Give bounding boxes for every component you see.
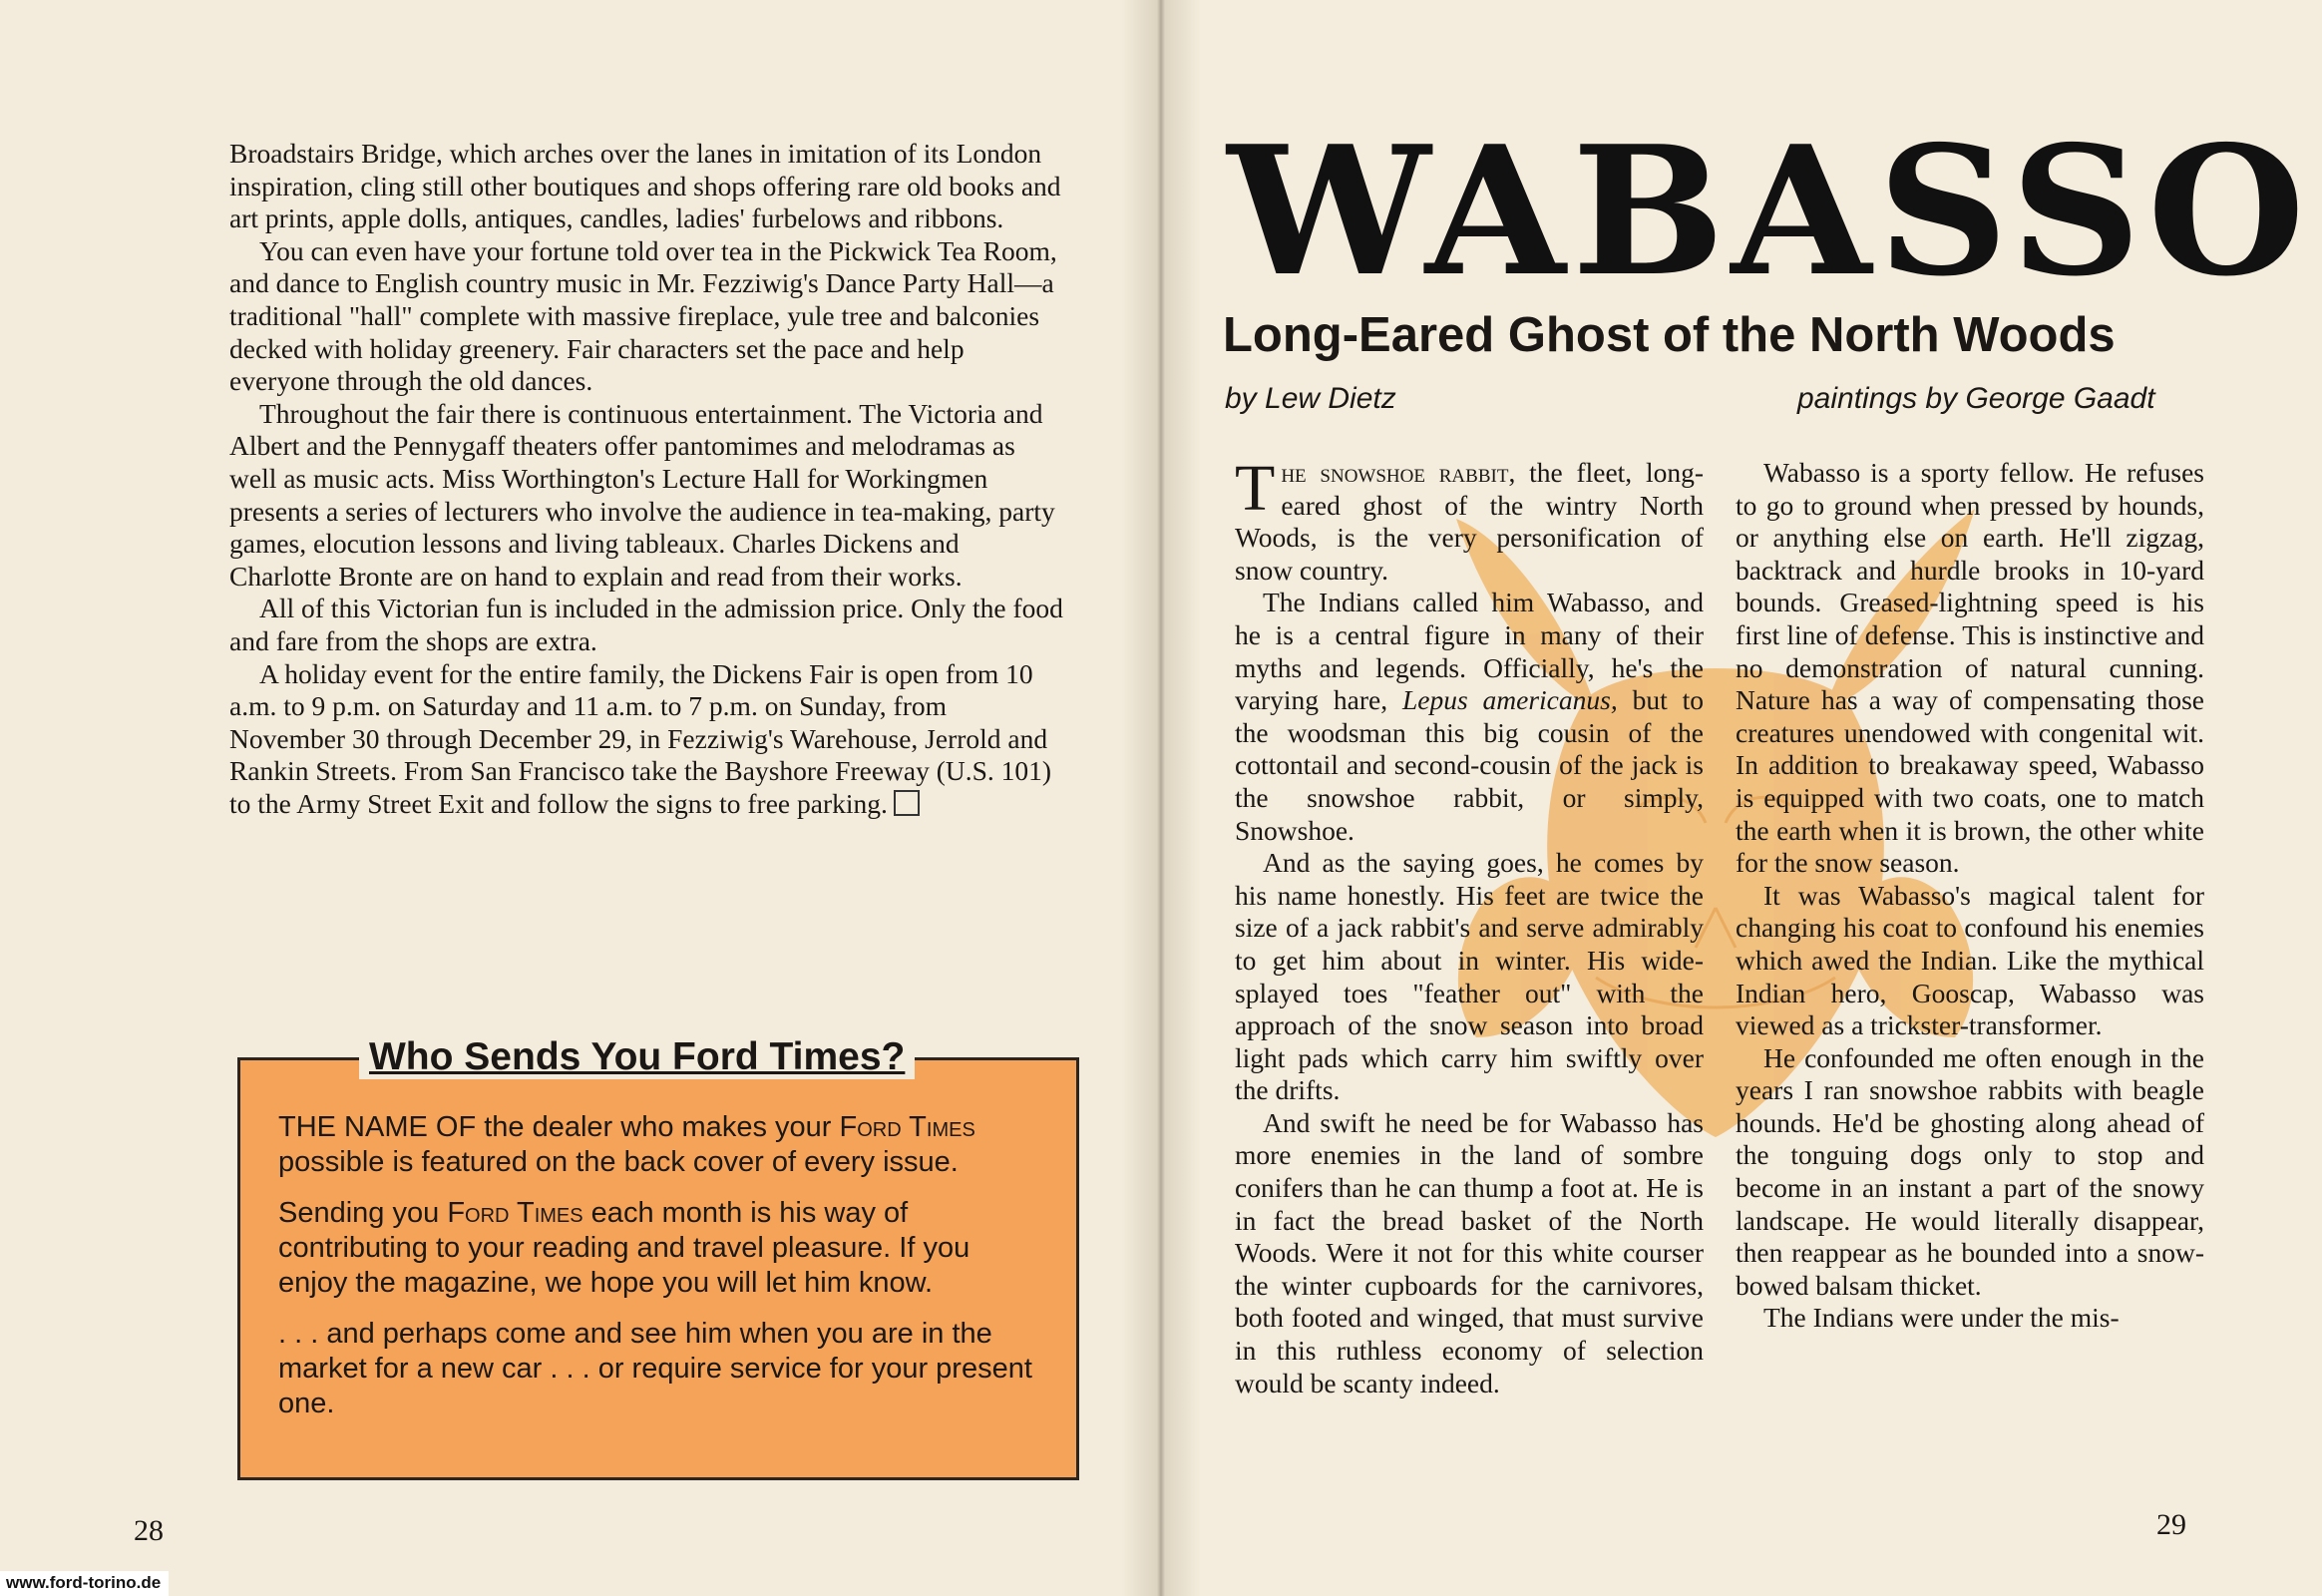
box-text: THE NAME OF the dealer who makes your bbox=[278, 1111, 840, 1143]
paragraph bbox=[1235, 587, 1704, 847]
box-text: each month is his way of contributing to your reading and travel pleasure. If you enjoy the magazine, we hope you will let him know. bbox=[278, 1197, 970, 1299]
paragraph: The Indians were under the mis- bbox=[1763, 1302, 2120, 1334]
paragraph: You can even have your fortune told over tea in the Pickwick Tea Room, and dance to English country music in Mr. Fezziwig's Dance Party Hall—a traditional "hall" complete with massive fireplace, yule tree and balconies decked with holiday greenery. Fair characters set the pace and help everyone through the old dances. bbox=[229, 234, 1057, 397]
paragraph-text: A holiday event for the entire family, the Dickens Fair is open from 10 a.m. to 9 p.m. on Saturday and 11 a.m. to 7 p.m. on Sunday, from November 30 through December 29, in Fezziwig's Warehouse, Jerrold and Rankin Streets. From San Francisco take the Bayshore Freeway (U.S. 101) to the Army Street Exit and follow the signs to free parking. bbox=[229, 657, 1052, 819]
box-text: Sending you bbox=[278, 1197, 448, 1229]
page-number-right: 29 bbox=[2156, 1508, 2186, 1541]
box-text: possible is featured on the back cover of every issue. bbox=[278, 1146, 959, 1178]
paragraph: Wabasso is a sporty fellow. He refuses to go to ground when pressed by hounds, or anything else on earth. He'll zigzag, backtrack and hurdle brooks in 10-yard bounds. Greased-lightning speed is his first line of defense. This is instinctive and no demonstration of natural cunning. Nature has a way of compensating those creatures unendowed with congenital wit. In addition to breakaway speed, Wabasso is equipped with two coats, one to match the earth when it is brown, the other white for the snow season. bbox=[1736, 457, 2204, 879]
article-column-1 bbox=[1235, 452, 1704, 1399]
end-mark-icon bbox=[894, 790, 920, 816]
page-gutter bbox=[1121, 0, 1201, 1596]
box-title: Who Sends You Ford Times? bbox=[359, 1035, 915, 1079]
lead-paragraph bbox=[1235, 452, 1704, 587]
paragraph: And as the saying goes, he comes by his name honestly. His feet are twice the size of a jack rabbit's and serve admirably to get him about in winter. His wide-splayed toes "feather out" with the approach of the snow season into broad light pads which carry him swiftly over the drifts. bbox=[1235, 847, 1704, 1106]
author-byline: by Lew Dietz bbox=[1225, 382, 1396, 415]
ford-times-box bbox=[237, 1057, 1079, 1480]
brand-name: Ford Times bbox=[839, 1111, 975, 1143]
left-article-text bbox=[229, 138, 1067, 820]
article-title: WABASSO bbox=[1227, 107, 2312, 315]
page-number-left: 28 bbox=[134, 1514, 164, 1547]
paragraph-text: but to the woodsman this big cousin of the cottontail and second-cousin of the jack is the snowshoe rabbit, or simply, Snowshoe. bbox=[1235, 684, 1704, 846]
paragraph-text: The Indians called him Wabasso, and he is a central figure in many of their myths and legends. Officially, he's the varying hare, bbox=[1235, 587, 1704, 716]
paragraph: Throughout the fair there is continuous entertainment. The Victoria and Albert and the Pennygaff theaters offer pantomimes and melodramas as well as music acts. Miss Worthington's Lecture Hall for Workingmen presents a series of lecturers who involve the audience in tea-making, party games, elocution lessons and living tableaux. Charles Dickens and Charlotte Bronte are on hand to explain and read from their works. bbox=[229, 397, 1055, 592]
watermark-url[interactable]: www.ford-torino.de bbox=[0, 1571, 169, 1596]
brand-name: Ford Times bbox=[447, 1197, 583, 1229]
box-paragraph bbox=[278, 1110, 1042, 1180]
article-column-2 bbox=[1736, 457, 2204, 1335]
paragraph: And swift he need be for Wabasso has more enemies in the land of sombre conifers than he can thump a foot at. He is in fact the bread basket of the North Woods. Were it not for this white courser the winter cupboards for the carnivores, both footed and winged, that must survive in this ruthless economy of selection would be scanty indeed. bbox=[1235, 1106, 1704, 1398]
paragraph: It was Wabasso's magical talent for changing his coat to confound his enemies which awed the Indian. Like the mythical Indian hero, Gooscap, Wabasso was viewed as a trickster-transformer. bbox=[1736, 879, 2204, 1041]
paragraph: Broadstairs Bridge, which arches over the lanes in imitation of its London inspiration, cling still other boutiques and shops offering rare old books and art prints, apple dolls, antiques, candles, ladies' furbelows and ribbons. bbox=[229, 138, 1061, 234]
box-paragraph: . . . and perhaps come and see him when you are in the market for a new car . . . or require service for your present one. bbox=[278, 1318, 1032, 1419]
box-paragraph bbox=[278, 1196, 1042, 1301]
lead-text: , the fleet, long-eared ghost of the wintry North Woods, is the very personification of snow country. bbox=[1235, 457, 1704, 586]
paragraph: He confounded me often enough in the years I ran snowshoe rabbits with beagle hounds. He'd be ghosting along ahead of the tonguing dogs only to stop and become in an instant a part of the snowy landscape. He would literally disappear, then reappear as he bounded into a snow-bowed balsam thicket. bbox=[1736, 1041, 2204, 1301]
article-subtitle: Long-Eared Ghost of the North Woods bbox=[1223, 308, 2116, 362]
species-name: Lepus americanus, bbox=[1401, 684, 1618, 716]
paragraph: All of this Victorian fun is included in the admission price. Only the food and fare from the shops are extra. bbox=[229, 593, 1063, 656]
illustrator-byline: paintings by George Gaadt bbox=[1797, 382, 2155, 415]
drop-cap: T bbox=[1235, 452, 1276, 525]
lead-smallcaps: he snowshoe rabbit bbox=[1281, 457, 1509, 488]
paragraph-last bbox=[229, 658, 1067, 821]
